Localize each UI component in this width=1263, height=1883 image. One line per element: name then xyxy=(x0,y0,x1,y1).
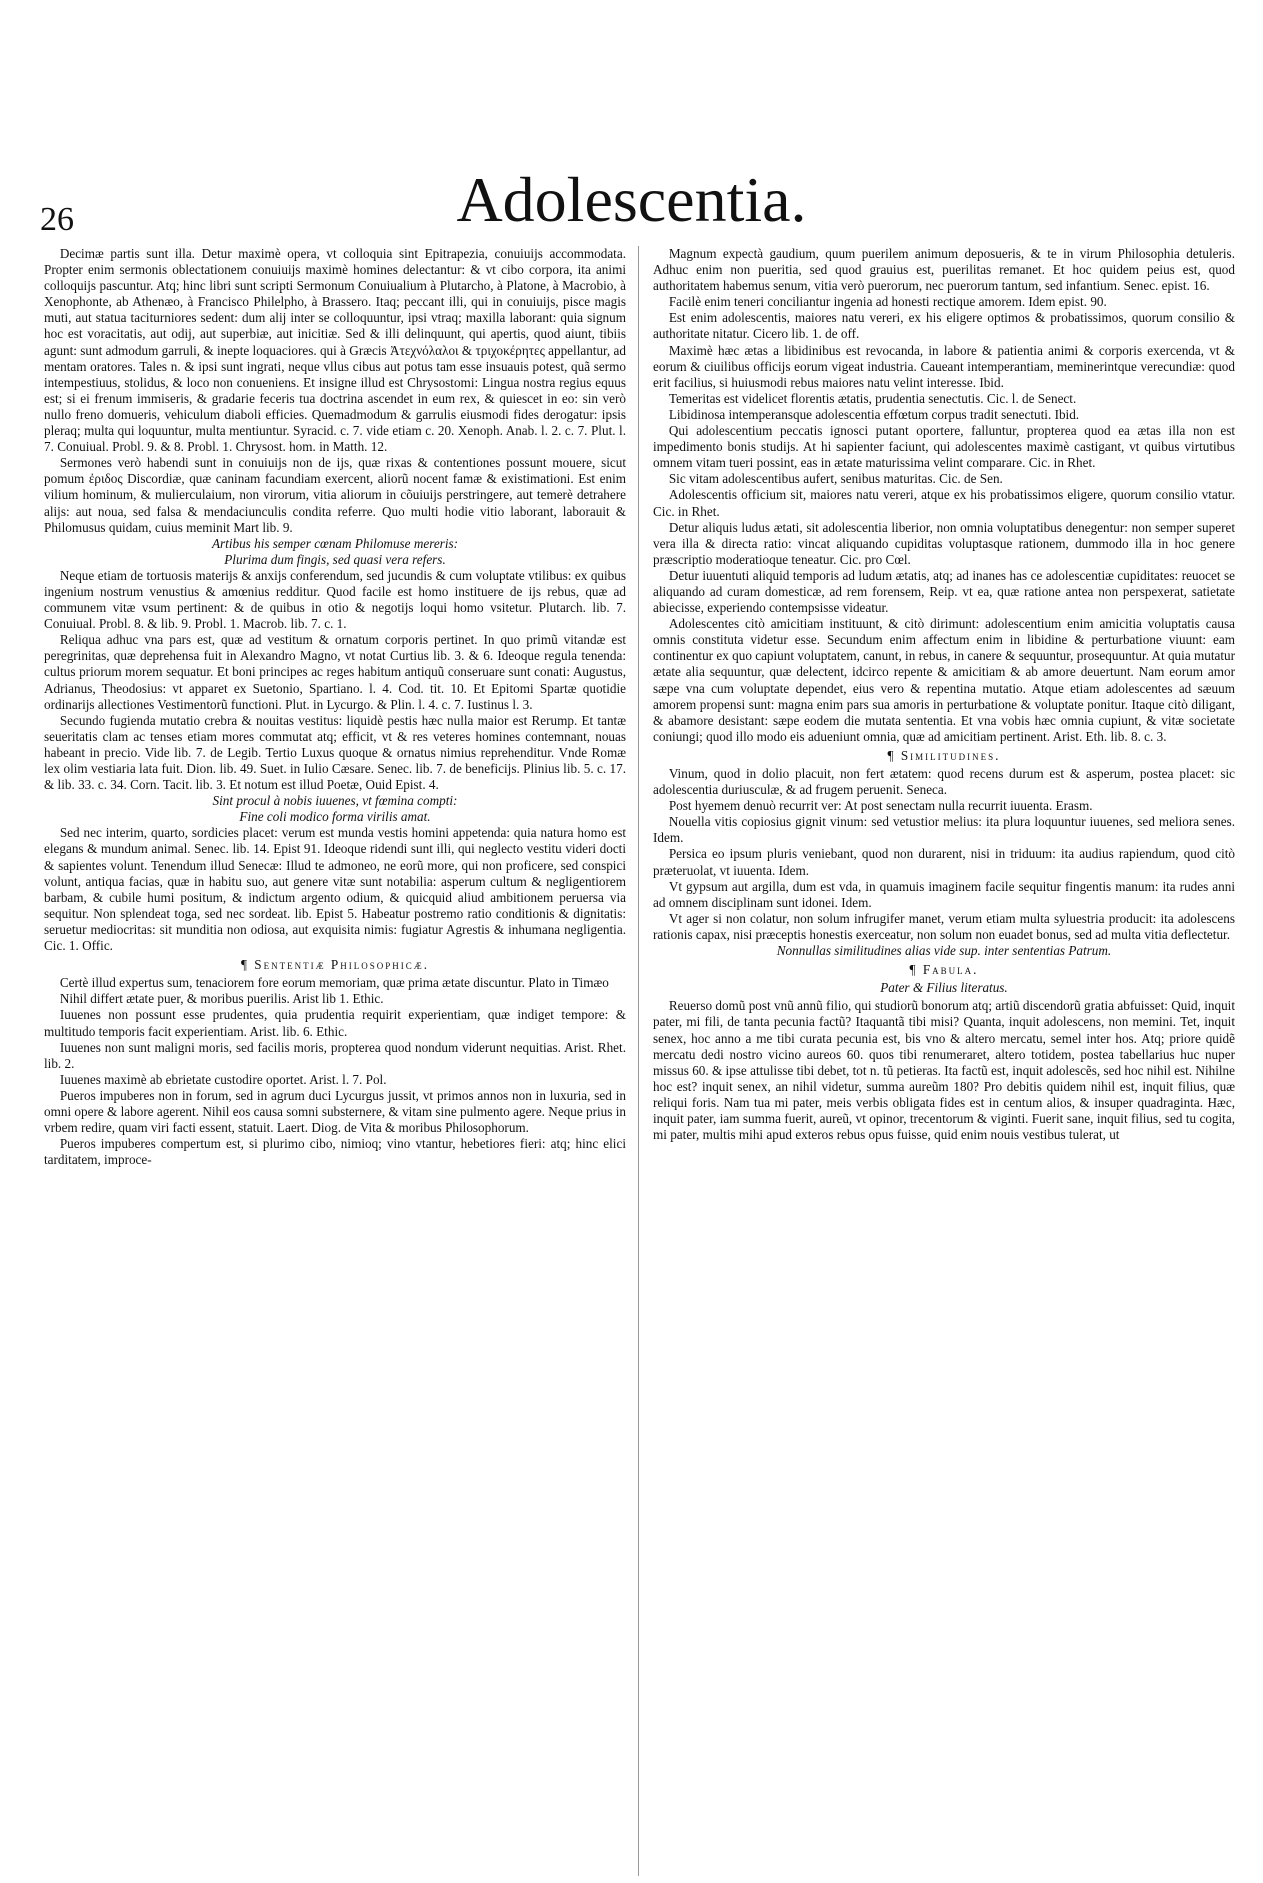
paragraph: Detur aliquis ludus ætati, sit adolescentia liberior, non omnia voluptatibus denegentur: non semper superet vera illa & directa ratio: vincat aliquando cupiditas voluptasque rationem, dummodo illa in hoc genere præscriptio moderatioque teneatur. Cic. pro Cœl. xyxy=(653,519,1235,567)
running-head: Adolescentia. xyxy=(456,164,807,235)
paragraph: Est enim adolescentis, maiores natu vereri, ex his eligere optimos & probatissimos, quorum consilio & authoritate nitatur. Cicero lib. 1. de off. xyxy=(653,310,1235,342)
right-column xyxy=(653,246,1235,1143)
paragraph: Certè illud expertus sum, tenaciorem fore eorum memoriam, quæ prima ætate discuntur. Plato in Timæo xyxy=(59,975,609,991)
paragraph: Adolescentis officium sit, maiores natu vereri, atque ex his probatissimos eligere, quorum consilio vtatur. Cic. in Rhet. xyxy=(653,487,1235,519)
paragraph: Sic vitam adolescentibus aufert, senibus maturitas. Cic. de Sen. xyxy=(668,471,1003,487)
paragraph: Iuuenes non sunt maligni moris, sed facilis moris, propterea quod nondum viderunt nequitias. Arist. Rhet. lib. 2. xyxy=(44,1039,626,1071)
column-rule xyxy=(638,246,639,1876)
paragraph: Pueros impuberes compertum est, si plurimo cibo, nimioq; vino vtantur, hebetiores fieri: atq; hinc elici tarditatem, improce- xyxy=(44,1136,626,1168)
paragraph: Vinum, quod in dolio placuit, non fert ætatem: quod recens durum est & asperum, postea placet: sic adolescentia duriusculæ, & ad frugem peruenit. Seneca. xyxy=(653,766,1235,798)
paragraph: Qui adolescentium peccatis ignosci putant oportere, falluntur, propterea quod ea ætas illa non est impedimento bonis studijs. At hi sapienter faciunt, qui adolescentes maximè castigant, vt quibus virtutibus omnem vitam tueri possint, eas in ætate maturissima velint comparare. Cic. in Rhet. xyxy=(653,423,1235,471)
verse-line: Sint procul à nobis iuuenes, vt fœmina compti: xyxy=(212,793,458,809)
paragraph: Nouella vitis copiosius gignit vinum: sed vetustior melius: ita plura loquuntur iuuenes, sed meliora senes. Idem. xyxy=(653,814,1235,846)
paragraph: Vt ager si non colatur, non solum infrugifer manet, verum etiam multa syluestria producit: ita adolescens rationis capax, nisi præceptis honestis exerceatur, non solum non euadet bonus, sed ad multa vitia deflectetur. xyxy=(653,910,1235,942)
paragraph: Sed nec interim, quarto, sordicies placet: verum est munda vestis homini appetenda: quia natura homo est elegans & mundum animal. Senec. lib. 14. Epist 91. Ideoque ridendi sunt illi, qui neglecto vestitu videri docti & sapientes volunt. Tenendum illud Senecæ: Illud te admoneo, ne eorũ more, qui non proficere, sed conspici volunt, antiqua facias, quæ in habitu suo, aut genere vitæ sunt notabilia: asperum cultum & negligentiorem barbam, & cubile humi positum, & indictum argento odium, & quicquid aliud ambitionem peruersa via sequitur. Non splendeat toga, sed nec sordeat. lib. Epist 5. Habeatur postremo ratio conditionis & dignitatis: seruetur mediocritas: sit munditia non odiosa, aut exquisita nimis: fugiatur Agrestis & inhumana negligentia. Cic. 1. Offic. xyxy=(44,825,626,954)
paragraph: Secundo fugienda mutatio crebra & nouitas vestitus: liquidè pestis hæc nulla maior est Rerump. Et tantæ seueritatis clam ac tenses etiam mores commutat atq; efficit, vt & res veteres homines contemnant, nouas habeant in precio. Vide lib. 7. de Legib. Tertio Luxus quoque & ornatus nimius reprehenditur. Vnde Romæ lex olim vestiaria lata fuit. Dion. lib. 49. Suet. in Iulio Cæsare. Senec. lib. 7. de beneficijs. Plinius lib. 5. c. 17. & lib. 33. c. 34. Corn. Tacit. lib. 3. Et notum est illud Poetæ, Ouid Epist. 4. xyxy=(44,712,626,793)
paragraph: Magnum expectà gaudium, quum puerilem animum deposueris, & te in virum Philosophia detuleris. Adhuc enim non pueritia, sed quod grauius est, puerilitas remanet. Et hoc quidem peius est, quod authoritatem habemus senum, vitia verò puerorum, nec puerorum tantum, sed infantium. Senec. epist. 16. xyxy=(653,246,1235,294)
paragraph: Maximè hæc ætas a libidinibus est revocanda, in labore & patientia animi & corporis exercenda, vt & eorum & ciuilibus officijs eorum vigeat industria. Caueant intemperantiam, meminerintque verecundiæ: quod erit facilius, si huiusmodi rebus maiores natu velint interesse. Ibid. xyxy=(653,342,1235,390)
paragraph: Sermones verò habendi sunt in conuiuijs non de ijs, quæ rixas & contentiones possunt mouere, sicut pomum ἐριδος Discordiæ, quæ caninam facundiam exercent, aliorũ nocent famæ & existimationi. Est enim vilium hominum, & mulierculaium, non virorum, vitia aliorum in cõuiuijs perstringere, aut temerè detrahere alijs: aut noua, sed falsa & mendaciunculis condita referre. Quo multi hodie vitio laborant, laborauit & Philomusus quidam, cuius meminit Mart lib. 9. xyxy=(44,455,626,535)
paragraph: Detur iuuentuti aliquid temporis ad ludum ætatis, atq; ad inanes has ce adolescentiæ cupiditates: reuocet se aliquando ad curam domesticæ, ad rem forensem, Reip. vt ea, quæ ratione antea non perspexerat, satietate abiecisse, experiendo contempsisse videatur. xyxy=(653,567,1235,616)
paragraph: Vt gypsum aut argilla, dum est vda, in quamuis imaginem facile sequitur fingentis manum: ita rudes anni ad omnem disciplinam sunt idonei. Idem. xyxy=(653,878,1235,910)
verse-line: Artibus his semper cœnam Philomuse mereris: xyxy=(211,535,459,551)
paragraph: Temeritas est videlicet florentis ætatis, prudentia senectutis. Cic. l. de Senect. xyxy=(668,390,1077,406)
verse-line: Plurima dum fingis, sed quasi vera refers. xyxy=(224,551,446,567)
paragraph: Iuuenes non possunt esse prudentes, quia prudentia requirit experientiam, quæ indiget tempore: & multitudo temporis facit experientiam. Arist. lib. 6. Ethic. xyxy=(44,1007,626,1039)
paragraph: Post hyemem denuò recurrit ver: At post senectam nulla recurrit iuuenta. Erasm. xyxy=(668,798,1093,814)
paragraph: Adolescentes citò amicitiam instituunt, & citò dirimunt: adolescentium enim amicitia voluptatis causa omnis constituta videtur esse. Secundum enim affectum enim in libidine & perturbatione viuunt: eam continentur ex quo capiunt voluptatem, canunt, in rebus, in canere & sequuntur, prosequuntur. At quia mutatur ætate alia sequuntur, quæ delectent, idcirco repente & amicitiam & ab amore deuertunt. Nam eorum amor sæpe vna cum voluptate dependet, eius vero & repentina mutatio. Atque etiam adolescentes ad sæuum amorem propensi sunt: magna enim pars sua amoris in perturbatione & voluptate ponitur. Itaque citò diligant, & abamore desistant: sæpe eodem die mutata sententia. Et vna vobis hæc omnia cupiunt, & vitæ societate coniungi; quod illo modo eis adueniunt omnia, quæ ad amicitiam pertinent. Arist. Eth. lib. 8. c. 3. xyxy=(653,616,1235,744)
left-column xyxy=(44,246,626,1168)
paragraph: Decimæ partis sunt illa. Detur maximè opera, vt colloquia sint Epitrapezia, conuiuijs accommodata. Propter enim sermonis oblectationem conuiuijs maximè homines delectantur: & vt cibo corpora, ita animi colloquijs pascuntur. Atq; hinc libri sunt scripti Sermonum Conuiualium à Plutarcho, à Platone, à Macrobio, à Xenophonte, ab Athenæo, à Francisco Philelpho, à Brassero. Itaq; peccant illi, qui in conuiuijs, pisce magis muti, aut statua taciturniores sedent: dum alij inter se colloquuntur, ipsi vtraq; maxilla laborant: quia signum hoc est voracitatis, aut odij, aut superbiæ, aut inicitiæ. Sed & illi delinquunt, qui apertis, quod aiunt, tibiis agunt: sunt admodum garruli, & inepte loquaciores. qui à Græcis Ἀτεχνόλαλοι & τριχοκέρητες appellantur, ad mentam oratores. Tales n. & ipsi sunt ingrati, neque vllus cibus aut potus tam esse insuauis potest, quã sermo intempestiuus, stolidus, & loco non conueniens. Et insigne illud est Chrysostomi: Lingua nostra regius equus est; si ei frenum immiseris, & gradarie feceris tua doctrina ascendet in eum rex, & quiescet in eo: sin verò nullo freno domueris, vehiculum diaboli efficies. Quemadmodum & garrulis eiusmodi fides derogatur: ipsis pleraq; multa qui loquuntur, multa mentiuntur. Syracid. c. 7. vide etiam c. 20. Xenoph. Anab. l. 2. c. 7. Plut. l. 7. Conuiual. Probl. 9. & 8. Probl. 1. Chrysost. hom. in Matth. 12. xyxy=(44,246,626,455)
paragraph: Reliqua adhuc vna pars est, quæ ad vestitum & ornatum corporis pertinet. In quo primũ vitandæ est peregrinitas, quæ deprehensa fuit in Alexandro Magno, vt notat Curtius lib. 3. & 6. Ideoque regula tenenda: cultus priorum morem sequatur. Et boni principes ac reges habitum antiquũ conseruare sunt conati: Augustus, Adrianus, Theodosius: vt apparet ex Suetonio, Spartiano. l. 4. Cod. tit. 10. Et Epitomi Spartæ quotidie ordinarijs allectiones Vestimentorũ functioni. Plut. in Lycurgo. & Plin. l. 4. c. 7. Iustinus l. 3. xyxy=(44,632,626,712)
paragraph: Pueros impuberes non in forum, sed in agrum duci Lycurgus jussit, vt primos annos non in luxuria, sed in omni opere & labore agerent. Nihil eos causa somni substernere, & vitam sine pulmento agere. Neque prius in vrbem redire, quam viri facti essent, statuit. Laert. Diog. de Vita & moribus Philosophorum. xyxy=(44,1087,626,1136)
fable-title: Pater & Filius literatus. xyxy=(880,980,1008,996)
paragraph: Reuerso domũ post vnũ annũ filio, qui studiorũ bonorum atq; artiũ discendorũ gratia abfuisset: Quid, inquit pater, mi fili, de tanta pecunia factũ? Itaquantã tibi misi? Quanta, inquit adolescens, non memini. Tet, inquit senex, hoc anno a me tibi curata pecunia est, bis vno & altero mercatu, semel inter hos. Atq; priore quidẽ mercatu dedi nostro vicino aureos 60. quos tibi renumeraret, altero totidem, postea tabellarius huc nuper missus 60. & ipse attulisse tibi debet, tot n. tũ petieras. Ita factũ est, inquit adolescẽs, sed hoc nihil est. Nihilne hoc est? inquit senex, an nihil videtur, summa aureũm 180? Pro debitis quidem nihil est, inquit filius, quæ reliqui foris. Nam tua mi pater, meis verbis obligata fides est in centum alios, & insuper quadraginta. Hæc, inquit pater, iam summa fuerit, aureũ, vt opinor, trecentorum & viginti. Fuerit sane, inquit filius, sed tu cogita, mi pater, multis mihi apud exteros rebus opus fuisse, quid enim nouis vestibus tulerat, ut xyxy=(653,998,1235,1143)
paragraph: Iuuenes maximè ab ebrietate custodire oportet. Arist. l. 7. Pol. xyxy=(59,1071,387,1087)
section-heading: ¶ Fabula. xyxy=(909,962,979,978)
paragraph: Neque etiam de tortuosis materijs & anxijs conferendum, sed jucundis & cum voluptate vtilibus: ex quibus ingenium nostrum venustius & amœnius redditur. Quod facile est homo instituere de ijs rebus, quæ ad communem vitæ vsum pertinent: & de quibus in otio & negotijs loqui homo vsitetur. Plutarch. lib. 7. Conuiual. Probl. 8. & lib. 9. Probl. 1. Macrob. lib. 7. c. 1. xyxy=(44,567,626,632)
paragraph: Nihil differt ætate puer, & moribus puerilis. Arist lib 1. Ethic. xyxy=(59,991,384,1007)
verse-line: Fine coli modico forma virilis amat. xyxy=(239,809,431,825)
section-heading: ¶ Sententiæ Philosophicæ. xyxy=(240,957,430,973)
page-header xyxy=(40,160,1223,240)
section-heading: ¶ Similitudines. xyxy=(887,747,1001,763)
cross-reference-note: Nonnullas similitudines alias vide sup. inter sententias Patrum. xyxy=(776,943,1112,959)
page-bottom-edge xyxy=(0,1877,1263,1883)
paragraph: Libidinosa intemperansque adolescentia effœtum corpus tradit senectuti. Ibid. xyxy=(668,406,1080,422)
paragraph: Facilè enim teneri conciliantur ingenia ad honesti rectique amorem. Idem epist. 90. xyxy=(668,294,1107,310)
paragraph: Persica eo ipsum pluris veniebant, quod non durarent, nisi in triduum: ita audius rapiendum, quod citò præteruolat, vt iuuenta. Idem. xyxy=(653,846,1235,878)
page-number: 26 xyxy=(40,201,74,238)
